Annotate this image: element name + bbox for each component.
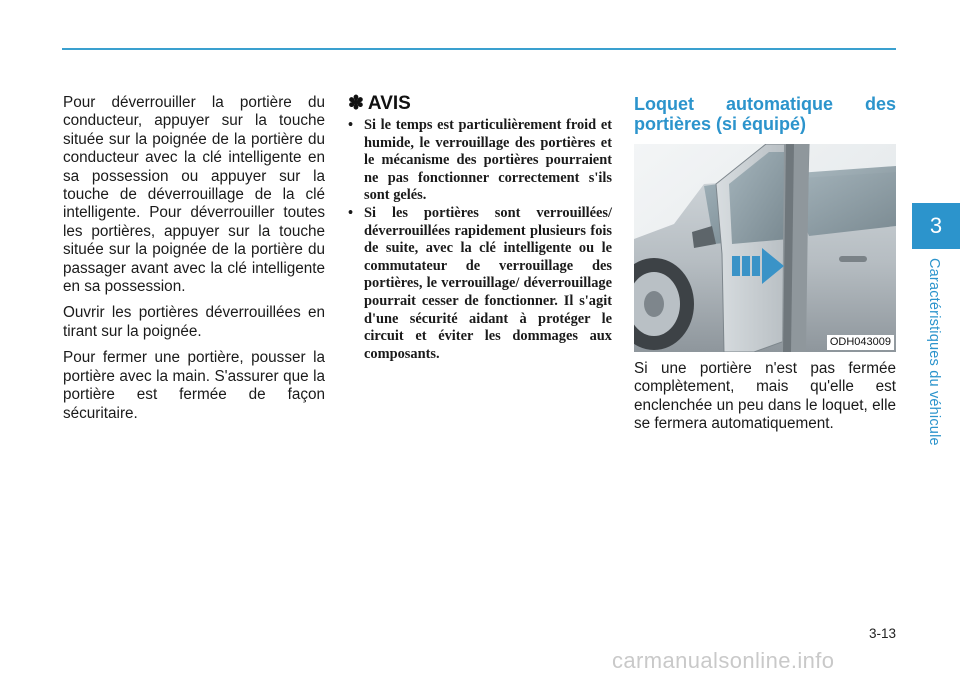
intro-column (63, 94, 325, 431)
bullet-icon: • (348, 204, 354, 221)
section-title: Loquet automatique des portières (si équipé) (634, 94, 896, 134)
header-rule (62, 48, 896, 50)
car-door-illustration (634, 144, 896, 352)
avis-item-rapid-lock (348, 205, 612, 363)
watermark-text: carmanualsonline.info (612, 648, 835, 673)
notice-star-icon: ✽ (348, 93, 364, 114)
avis-heading (348, 94, 612, 114)
bullet-icon: • (348, 117, 354, 133)
open-paragraph: Ouvrir les portières déverrouillées en tirant sur la poignée. (63, 304, 325, 340)
avis-item-frozen (348, 117, 612, 205)
car-door-drawing (634, 144, 896, 352)
chapter-label: Caractéristiques du véhicule (926, 258, 942, 446)
avis-list (348, 117, 612, 363)
avis-item-text: Si les portières sont verrouillées/ déverrouillées rapidement plusieurs fois de suite, avec la clé intelligente ou le commutateur de verrouillage des portières, le verrouillage/ déverrouillage pourrait cesser de fonctionner. Il s'agit d'une sécurité aidant à protéger le circuit et éviter les dommages aux composants. (364, 204, 612, 362)
avis-title: AVIS (367, 93, 411, 114)
auto-latch-column (634, 94, 896, 434)
unlock-paragraph: Pour déverrouiller la portière du conducteur, appuyer sur la touche située sur la poignée de la portière du conducteur avec la clé intelligente en sa possession ou appuyer sur la touche de déverrouillage de la clé intelligente. Pour déverrouiller toutes les portières, appuyer sur la touche située sur la poignée de la portière du passager avant avec la clé intelligente en sa possession. (63, 94, 325, 296)
avis-item-text: Si le temps est particulièrement froid et humide, le verrouillage des portières et le mécanisme des portières pourraient ne pas fonctionner correctement s'ils sont gelés. (364, 117, 612, 204)
page-number: 3-13 (868, 626, 896, 641)
auto-latch-text: Si une portière n'est pas fermée complètement, mais qu'elle est enclenchée un peu dans le loquet, elle se fermera automatiquement. (634, 360, 896, 433)
avis-column (348, 94, 612, 363)
close-paragraph: Pour fermer une portière, pousser la portière avec la main. S'assurer que la portière est fermée de façon sécuritaire. (63, 349, 325, 422)
chapter-tab: 3 (912, 203, 960, 249)
figure-code: ODH043009 (827, 335, 894, 350)
